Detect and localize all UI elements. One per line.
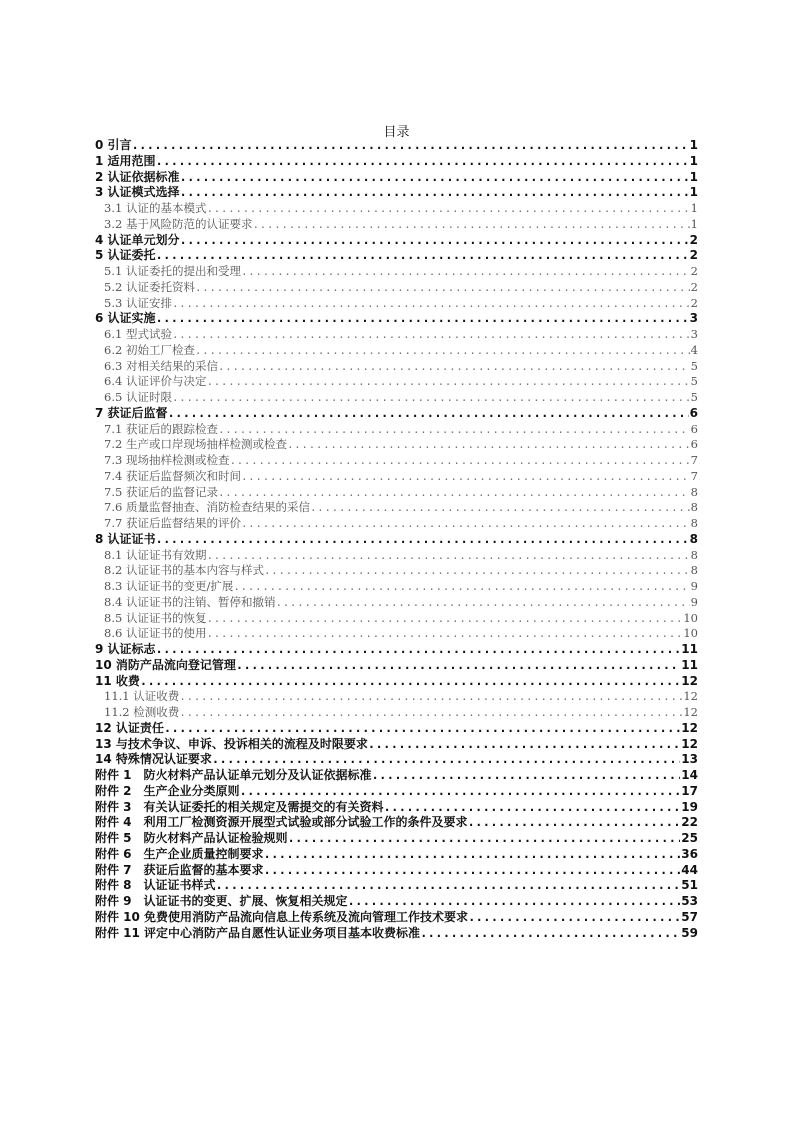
toc-entry-page-number: 8 <box>690 563 698 578</box>
toc-entry-label: 6.5 认证时限 <box>104 390 172 404</box>
toc-leader-dots <box>212 752 680 768</box>
toc-entry-label: 附件 8 认证证书样式 <box>95 878 216 893</box>
toc-leader-dots <box>264 863 681 879</box>
toc-entry-page-number: 12 <box>681 720 698 735</box>
toc-entry-page-number: 2 <box>689 248 698 263</box>
toc-entry-label: 1 适用范围 <box>95 153 156 168</box>
toc-entry-page-number: 1 <box>689 138 698 152</box>
toc-leader-dots <box>168 406 689 422</box>
toc-leader-dots <box>384 800 681 816</box>
toc-entry-label: 附件 5 防火材料产品认证检验规则 <box>95 831 288 845</box>
toc-leader-dots <box>241 469 690 485</box>
toc-entry[interactable] <box>95 437 698 453</box>
toc-entry[interactable] <box>95 784 698 800</box>
toc-entry-label: 附件 11 评定中心消防产品自愿性认证业务项目基本收费标准 <box>95 925 421 940</box>
toc-entry[interactable] <box>95 768 698 784</box>
toc-leader-dots <box>156 642 681 658</box>
toc-leader-dots <box>179 705 682 721</box>
toc-entry[interactable] <box>95 217 698 233</box>
toc-entry[interactable] <box>95 170 698 186</box>
toc-entry-page-number: 1 <box>689 185 698 200</box>
toc-leader-dots <box>195 343 690 359</box>
toc-entry-label: 附件 10 免费使用消防产品流向信息上传系统及流向管理工作技术要求 <box>95 909 469 924</box>
toc-entry-page-number: 5 <box>690 358 698 373</box>
toc-entry-page-number: 59 <box>681 925 698 940</box>
toc-entry-label: 5.3 认证安排 <box>104 295 172 310</box>
toc-entry-page-number: 8 <box>690 484 698 499</box>
toc-entry-page-number: 17 <box>681 783 698 798</box>
toc-entry[interactable] <box>95 863 698 879</box>
toc-entry-label: 7.6 质量监督抽查、消防检查结果的采信 <box>104 500 310 515</box>
toc-entry-label: 7.4 获证后监督频次和时间 <box>104 468 241 483</box>
toc-entry-page-number: 10 <box>683 610 698 625</box>
toc-entry[interactable] <box>95 406 698 422</box>
toc-entry-label: 附件 3 有关认证委托的相关规定及需提交的有关资料 <box>95 799 384 814</box>
toc-entry[interactable] <box>95 516 698 532</box>
toc-entry-page-number: 3 <box>690 327 698 341</box>
toc-leader-dots <box>156 248 689 264</box>
toc-leader-dots <box>164 721 680 737</box>
toc-entry-page-number: 12 <box>681 673 698 688</box>
toc-leader-dots <box>156 532 689 548</box>
toc-entry[interactable] <box>95 563 698 579</box>
toc-leader-dots <box>156 311 689 327</box>
toc-entry-label: 附件 6 生产企业质量控制要求 <box>95 846 264 861</box>
toc-entry-page-number: 10 <box>683 626 698 641</box>
toc-entry[interactable] <box>95 154 698 170</box>
toc-entry[interactable] <box>95 548 698 564</box>
toc-leader-dots <box>195 280 690 296</box>
toc-entry[interactable] <box>95 532 698 548</box>
toc-entry[interactable] <box>95 674 698 690</box>
toc-entry[interactable] <box>95 311 698 327</box>
toc-entry-page-number: 11 <box>681 657 698 672</box>
toc-leader-dots <box>206 611 682 627</box>
toc-entry[interactable] <box>95 878 698 894</box>
toc-entry-page-number: 8 <box>690 516 698 530</box>
toc-leader-dots <box>206 374 689 390</box>
toc-entry-page-number: 8 <box>690 500 698 515</box>
toc-entry[interactable] <box>95 374 698 390</box>
toc-entry-label: 7.7 获证后监督结果的评价 <box>104 516 241 530</box>
toc-entry[interactable] <box>95 422 698 438</box>
toc-entry[interactable] <box>95 138 698 154</box>
toc-entry-page-number: 22 <box>681 815 698 830</box>
toc-entry-label: 附件 1 防火材料产品认证单元划分及认证依据标准 <box>95 768 372 782</box>
toc-entry-page-number: 19 <box>681 799 698 814</box>
toc-leader-dots <box>172 327 690 343</box>
toc-entry-page-number: 13 <box>681 752 698 767</box>
table-of-contents <box>95 138 698 941</box>
toc-leader-dots <box>368 737 680 753</box>
toc-entry-page-number: 2 <box>690 279 698 294</box>
toc-entry-page-number: 7 <box>690 453 698 467</box>
toc-leader-dots <box>218 359 690 375</box>
toc-entry[interactable] <box>95 815 698 831</box>
toc-entry-label: 9 认证标志 <box>95 642 156 656</box>
toc-entry-label: 7.2 生产或口岸现场抽样检测或检查 <box>104 437 287 452</box>
toc-entry[interactable] <box>95 847 698 863</box>
toc-entry-page-number: 25 <box>681 831 698 845</box>
toc-entry-label: 8 认证证书 <box>95 531 156 546</box>
toc-leader-dots <box>241 264 690 280</box>
toc-entry-page-number: 51 <box>681 878 698 893</box>
toc-entry-label: 6.4 认证评价与决定 <box>104 374 207 389</box>
toc-entry-page-number: 9 <box>690 579 698 593</box>
toc-entry-label: 14 特殊情况认证要求 <box>95 752 212 767</box>
toc-entry-page-number: 3 <box>689 311 698 326</box>
toc-entry[interactable] <box>95 705 698 721</box>
toc-entry-label: 8.3 认证证书的变更/扩展 <box>104 579 234 593</box>
toc-leader-dots <box>241 516 690 532</box>
toc-entry-page-number: 4 <box>690 342 698 357</box>
toc-entry[interactable] <box>95 926 698 942</box>
toc-entry-page-number: 14 <box>681 768 698 782</box>
toc-entry[interactable] <box>95 185 698 201</box>
toc-entry-label: 7.3 现场抽样检测或检查 <box>104 453 230 467</box>
toc-entry-label: 8.6 认证证书的使用 <box>104 626 207 641</box>
toc-leader-dots <box>206 548 689 564</box>
toc-entry[interactable] <box>95 201 698 217</box>
toc-entry-label: 7.5 获证后的监督记录 <box>104 484 218 499</box>
toc-entry-page-number: 12 <box>683 705 698 719</box>
toc-entry-page-number: 8 <box>690 547 698 562</box>
toc-entry[interactable] <box>95 359 698 375</box>
toc-leader-dots <box>310 500 690 516</box>
toc-entry-page-number: 1 <box>689 153 698 168</box>
toc-entry-page-number: 9 <box>690 594 698 609</box>
toc-entry-label: 5.1 认证委托的提出和受理 <box>104 264 241 278</box>
toc-entry-label: 8.1 认证证书有效期 <box>104 547 207 562</box>
toc-entry-label: 7 获证后监督 <box>95 405 168 420</box>
toc-entry-page-number: 36 <box>681 846 698 861</box>
toc-entry-label: 3 认证模式选择 <box>95 185 180 200</box>
toc-leader-dots <box>236 658 680 674</box>
toc-entry-page-number: 12 <box>683 689 698 704</box>
toc-entry[interactable] <box>95 500 698 516</box>
toc-entry[interactable] <box>95 579 698 595</box>
toc-entry-label: 8.2 认证证书的基本内容与样式 <box>104 563 264 578</box>
toc-entry[interactable] <box>95 233 698 249</box>
toc-entry-page-number: 1 <box>689 169 698 184</box>
toc-entry-page-number: 6 <box>689 405 698 420</box>
toc-entry[interactable] <box>95 485 698 501</box>
toc-entry[interactable] <box>95 343 698 359</box>
toc-entry-label: 6.2 初始工厂检查 <box>104 342 195 357</box>
toc-entry-page-number: 8 <box>689 531 698 546</box>
toc-entry[interactable] <box>95 390 698 406</box>
toc-leader-dots <box>172 390 690 406</box>
toc-leader-dots <box>252 217 689 233</box>
toc-entry-label: 4 认证单元划分 <box>95 232 180 247</box>
toc-entry-label: 13 与技术争议、申诉、投诉相关的流程及时限要求 <box>95 736 368 751</box>
toc-entry-label: 附件 2 生产企业分类原则 <box>95 783 240 798</box>
toc-entry-page-number: 7 <box>690 468 698 483</box>
toc-entry-label: 0 引言 <box>95 138 132 152</box>
toc-entry[interactable] <box>95 642 698 658</box>
toc-entry[interactable] <box>95 264 698 280</box>
toc-entry[interactable] <box>95 721 698 737</box>
toc-leader-dots <box>240 784 681 800</box>
toc-entry[interactable] <box>95 800 698 816</box>
toc-leader-dots <box>468 910 680 926</box>
toc-entry-label: 11 收费 <box>95 673 140 688</box>
toc-entry-label: 10 消防产品流向登记管理 <box>95 657 236 672</box>
toc-leader-dots <box>233 579 689 595</box>
toc-entry[interactable] <box>95 894 698 910</box>
toc-leader-dots <box>287 437 690 453</box>
toc-entry[interactable] <box>95 626 698 642</box>
toc-entry-page-number: 2 <box>689 232 698 247</box>
toc-leader-dots <box>218 485 690 501</box>
toc-leader-dots <box>132 138 689 154</box>
toc-entry[interactable] <box>95 611 698 627</box>
toc-entry[interactable] <box>95 658 698 674</box>
toc-entry-page-number: 44 <box>681 862 698 877</box>
toc-title: 目录 <box>383 125 410 140</box>
toc-entry-label: 12 认证责任 <box>95 720 164 735</box>
toc-entry[interactable] <box>95 689 698 705</box>
toc-entry-page-number: 6 <box>690 421 698 436</box>
toc-entry[interactable] <box>95 831 698 847</box>
toc-entry-label: 8.4 认证证书的注销、暂停和撤销 <box>104 594 276 609</box>
toc-entry-label: 5.2 认证委托资料 <box>104 279 195 294</box>
toc-entry-page-number: 5 <box>690 390 698 404</box>
toc-leader-dots <box>180 233 689 249</box>
toc-entry-label: 8.5 认证证书的恢复 <box>104 610 207 625</box>
toc-leader-dots <box>140 674 680 690</box>
toc-leader-dots <box>372 768 681 784</box>
toc-entry-page-number: 1 <box>690 201 698 215</box>
toc-entry-label: 11.1 认证收费 <box>104 689 180 704</box>
toc-leader-dots <box>216 878 681 894</box>
toc-entry-label: 5 认证委托 <box>95 248 156 263</box>
toc-entry-label: 附件 7 获证后监督的基本要求 <box>95 862 264 877</box>
toc-entry-page-number: 2 <box>690 295 698 310</box>
toc-entry-page-number: 6 <box>690 437 698 452</box>
toc-entry-page-number: 5 <box>690 374 698 389</box>
toc-entry-page-number: 11 <box>681 642 698 656</box>
toc-entry-page-number: 2 <box>690 264 698 278</box>
toc-leader-dots <box>206 626 682 642</box>
toc-entry[interactable] <box>95 248 698 264</box>
toc-leader-dots <box>180 185 689 201</box>
toc-entry-page-number: 12 <box>681 736 698 751</box>
toc-entry-label: 附件 4 利用工厂检测资源开展型式试验或部分试验工作的条件及要求 <box>95 815 468 830</box>
toc-leader-dots <box>229 453 689 469</box>
toc-leader-dots <box>348 894 681 910</box>
toc-leader-dots <box>218 422 690 438</box>
toc-entry-label: 6.1 型式试验 <box>104 327 172 341</box>
toc-entry[interactable] <box>95 469 698 485</box>
toc-entry-label: 3.1 认证的基本模式 <box>104 201 207 215</box>
toc-entry-label: 6 认证实施 <box>95 311 156 326</box>
toc-leader-dots <box>288 831 681 847</box>
toc-leader-dots <box>156 154 689 170</box>
toc-entry[interactable] <box>95 453 698 469</box>
toc-leader-dots <box>275 595 689 611</box>
toc-leader-dots <box>172 296 690 312</box>
toc-entry-label: 2 认证依据标准 <box>95 169 180 184</box>
toc-entry[interactable] <box>95 280 698 296</box>
toc-leader-dots <box>264 847 681 863</box>
toc-entry[interactable] <box>95 595 698 611</box>
toc-entry[interactable] <box>95 296 698 312</box>
toc-entry-label: 3.2 基于风险防范的认证要求 <box>104 216 253 231</box>
toc-entry[interactable] <box>95 752 698 768</box>
toc-entry-label: 6.3 对相关结果的采信 <box>104 358 218 373</box>
toc-leader-dots <box>264 563 690 579</box>
toc-leader-dots <box>468 815 681 831</box>
toc-entry-page-number: 57 <box>681 909 698 924</box>
toc-leader-dots <box>179 689 682 705</box>
toc-entry[interactable] <box>95 910 698 926</box>
toc-leader-dots <box>206 201 689 217</box>
toc-leader-dots <box>180 170 689 186</box>
toc-entry-page-number: 1 <box>690 216 698 231</box>
toc-entry-page-number: 53 <box>681 894 698 908</box>
toc-leader-dots <box>420 926 680 942</box>
toc-entry-label: 7.1 获证后的跟踪检查 <box>104 421 218 436</box>
toc-entry[interactable] <box>95 327 698 343</box>
toc-entry[interactable] <box>95 737 698 753</box>
toc-entry-label: 附件 9 认证证书的变更、扩展、恢复相关规定 <box>95 894 348 908</box>
toc-entry-label: 11.2 检测收费 <box>104 705 180 719</box>
